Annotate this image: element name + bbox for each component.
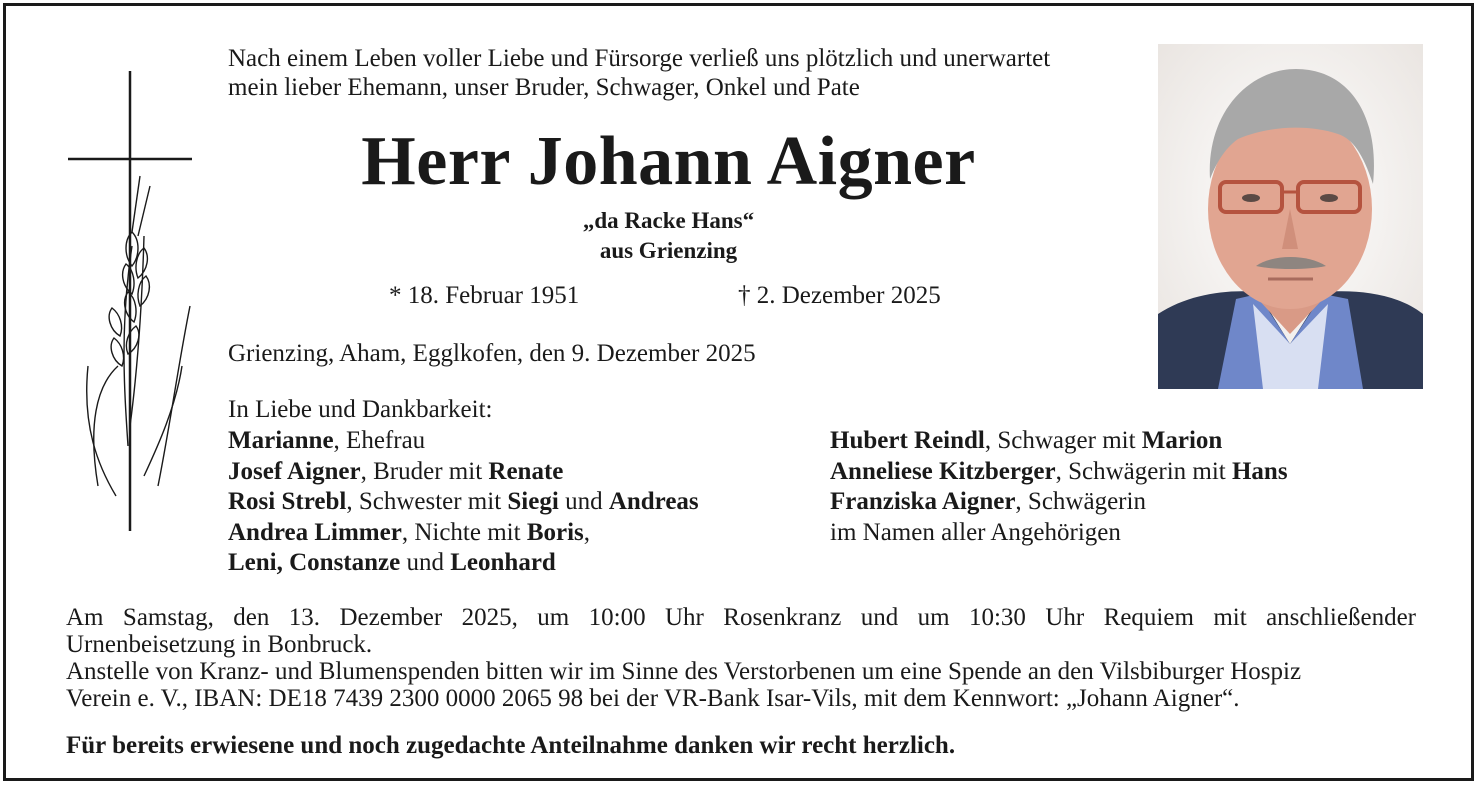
mourner-name: Andreas: [608, 488, 699, 515]
mourner-name: Leni, Constanze: [228, 549, 401, 576]
service-line-2: Urnenbeisetzung in Bonbruck.: [66, 631, 373, 658]
mourner-name: Rosi Strebl: [228, 488, 347, 515]
mourner-name: Marion: [1141, 427, 1223, 454]
mourner-name: Andrea Limmer: [228, 518, 402, 546]
mourner-name: Marianne: [228, 427, 334, 454]
mourner-row: [228, 426, 699, 457]
mourner-row: [228, 548, 699, 579]
mourner-name: Renate: [488, 457, 564, 485]
donation-line-1: Anstelle von Kranz- und Blumenspenden bitten wir im Sinne des Verstorbenen um eine Spende an den Vilsbiburger Hospiz: [66, 658, 1302, 685]
mourner-relation: , Schwester mit: [346, 488, 508, 515]
mourner-name: Anneliese Kitzberger: [830, 457, 1056, 485]
portrait-photo: [1158, 44, 1423, 389]
nickname-block: [6, 206, 1331, 266]
donation-line-2: Verein e. V., IBAN: DE18 7439 2300 0000 2065 98 bei der VR-Bank Isar-Vils, mit dem Kennwort: „Johann Aigner“.: [66, 685, 1240, 712]
death-date: † 2. Dezember 2025: [738, 282, 941, 309]
mourner-row: [830, 487, 1288, 518]
mourner-relation: , Schwägerin: [1015, 488, 1146, 515]
obituary-card: [3, 3, 1474, 781]
mourner-row: [228, 457, 699, 488]
service-info: [66, 604, 1416, 712]
mourner-row: [228, 518, 699, 549]
mourner-name: Hubert Reindl: [830, 427, 985, 454]
mourner-relation: , Nichte mit: [401, 518, 527, 546]
intro-line-1: Nach einem Leben voller Liebe und Fürsorge verließ uns plötzlich und unerwartet: [228, 45, 1051, 72]
intro-text: [228, 44, 1050, 102]
mourner-row: [228, 487, 699, 518]
origin: aus Grienzing: [599, 238, 738, 263]
mourners-left: [228, 426, 699, 579]
place-date: Grienzing, Aham, Egglkofen, den 9. Dezember 2025: [228, 340, 756, 367]
intro-line-2: mein lieber Ehemann, unser Bruder, Schwager, Onkel und Pate: [228, 74, 860, 101]
mourner-relation: und: [558, 488, 609, 515]
mourner-row: [830, 518, 1288, 549]
mourner-relation: , Schwager mit: [984, 427, 1142, 454]
mourner-name: Boris: [526, 518, 584, 546]
nickname: „da Racke Hans“: [582, 208, 755, 233]
mourner-relation: im Namen aller Angehörigen: [830, 518, 1121, 546]
deceased-name: Herr Johann Aigner: [361, 123, 976, 200]
service-line-1: Am Samstag, den 13. Dezember 2025, um 10:00 Uhr Rosenkranz und um 10:30 Uhr Requiem mit anschließender: [66, 604, 1416, 631]
mourner-row: [830, 426, 1288, 457]
mourner-name: Hans: [1231, 457, 1288, 485]
birth-date: * 18. Februar 1951: [389, 282, 580, 309]
mourner-relation: , Schwägerin mit: [1055, 457, 1232, 485]
mourner-relation: und: [400, 549, 451, 576]
mourner-relation: , Ehefrau: [333, 427, 426, 454]
mourners-title: In Liebe und Dankbarkeit:: [228, 396, 493, 423]
mourner-relation: , Bruder mit: [360, 457, 489, 485]
mourner-relation: ,: [583, 518, 591, 546]
mourner-name: Franziska Aigner: [830, 488, 1016, 515]
mourner-name: Leonhard: [450, 549, 556, 576]
thanks-text: Für bereits erwiesene und noch zugedachte Anteilnahme danken wir recht herzlich.: [66, 732, 956, 759]
mourner-name: Siegi: [507, 488, 559, 515]
mourners-right: [830, 426, 1288, 548]
mourner-row: [830, 457, 1288, 488]
mourner-name: Josef Aigner: [228, 457, 361, 485]
